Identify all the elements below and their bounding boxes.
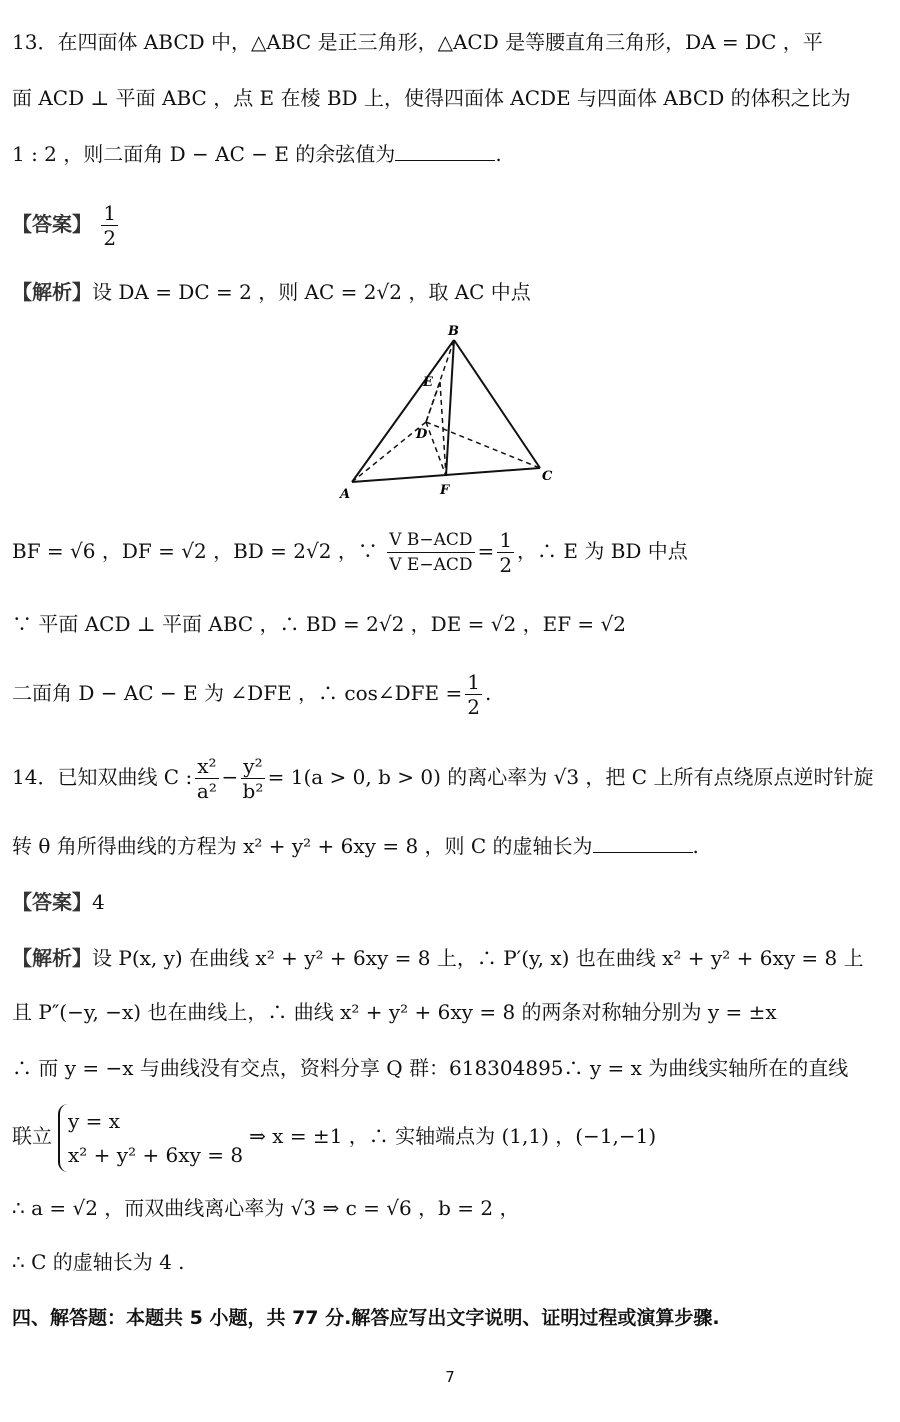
q13-line1: 13．在四面体 ABCD 中，△ABC 是正三角形，△ACD 是等腰直角三角形，DA = DC ，平 xyxy=(12,30,823,54)
label-E: E xyxy=(423,375,433,390)
section-4-heading: 四、解答题：本题共 5 小题，共 77 分.解答应写出文字说明、证明过程或演算步骤. xyxy=(12,1307,720,1329)
equation-system: y = x x² + y² + 6xy = 8 xyxy=(58,1104,243,1172)
q13-solution-2: ∵ 平面 ACD ⊥ 平面 ABC ，∴ BD = 2√2 ，DE = √2 ，EF = √2 xyxy=(12,612,627,636)
answer-fraction: $\frac{1}{2}$ xyxy=(103,201,117,250)
label-B: B xyxy=(448,324,459,339)
label-F: F xyxy=(440,483,450,498)
analysis-tag: 【解析】 xyxy=(12,946,92,970)
q14-answer: 【答案】4 xyxy=(12,890,105,914)
volume-ratio: $\frac{\text{V B−ACD}}{\text{V E−ACD}}$ xyxy=(389,530,473,575)
q14-line2: 转 θ 角所得曲线的方程为 x² + y² + 6xy = 8 ，则 C 的虚轴长为 . xyxy=(12,834,699,858)
q13-analysis: 【解析】设 DA = DC = 2 ，则 AC = 2√2 ，取 AC 中点 xyxy=(12,280,531,304)
q14-solution-2: 且 P″(−y, −x) 也在曲线上，∴ 曲线 x² + y² + 6xy = 8 的两条对称轴分别为 y = ±x xyxy=(12,1000,777,1024)
q13-line2: 面 ACD ⊥ 平面 ABC ，点 E 在棱 BD 上，使得四面体 ACDE 与四面体 ABCD 的体积之比为 xyxy=(12,86,851,110)
tetrahedron-figure xyxy=(330,318,570,508)
label-D: D xyxy=(416,427,428,442)
q14-line1: 14．已知双曲线 C : $\frac{\text{x²}}{\text{a²}}$ − $\frac{\text{y²}}{\text{b²}}$ = 1(a > 0, b > 0) 的离心率为 √3 ，把 C 上所有点绕原点逆时针旋 xyxy=(12,754,874,803)
answer-tag: 【答案】 xyxy=(12,890,92,914)
page-number: 7 xyxy=(445,1368,455,1386)
answer-blank xyxy=(593,834,693,853)
answer-tag: 【答案】 xyxy=(12,212,92,236)
analysis-tag: 【解析】 xyxy=(12,280,92,304)
label-A: A xyxy=(340,487,351,502)
answer-blank xyxy=(395,142,495,161)
q14-solution-1: 【解析】设 P(x, y) 在曲线 x² + y² + 6xy = 8 上，∴ P′(y, x) 也在曲线 x² + y² + 6xy = 8 上 xyxy=(12,946,864,970)
q14-solution-5: ∴ a = √2 ，而双曲线离心率为 √3 ⇒ c = √6 ，b = 2 ， xyxy=(12,1196,520,1220)
q14-solution-4: 联立 y = x x² + y² + 6xy = 8 ⇒ x = ±1 ，∴ 实轴端点为 (1,1) ，(−1,−1) xyxy=(12,1098,888,1174)
q14-solution-3: ∴ 而 y = −x 与曲线没有交点，资料分享 Q 群：618304895∴ y = x 为曲线实轴所在的直线 xyxy=(12,1056,849,1080)
q13-answer xyxy=(12,196,888,252)
q13-line3: 1 : 2 ，则二面角 D − AC − E 的余弦值为 . xyxy=(12,142,502,166)
q13-solution-1: BF = √6 ，DF = √2 ，BD = 2√2 ，∵ $\frac{\text{V B−ACD}}{\text{V E−ACD}}$ = $\frac{1}{2}$ ，∴ E 为 BD 中点 xyxy=(12,528,688,577)
label-C: C xyxy=(542,469,553,484)
q13-solution-3: 二面角 D − AC − E 为 ∠DFE ，∴ cos∠DFE = $\frac{1}{2}$ . xyxy=(12,670,492,719)
q14-solution-6: ∴ C 的虚轴长为 4 . xyxy=(12,1250,185,1274)
